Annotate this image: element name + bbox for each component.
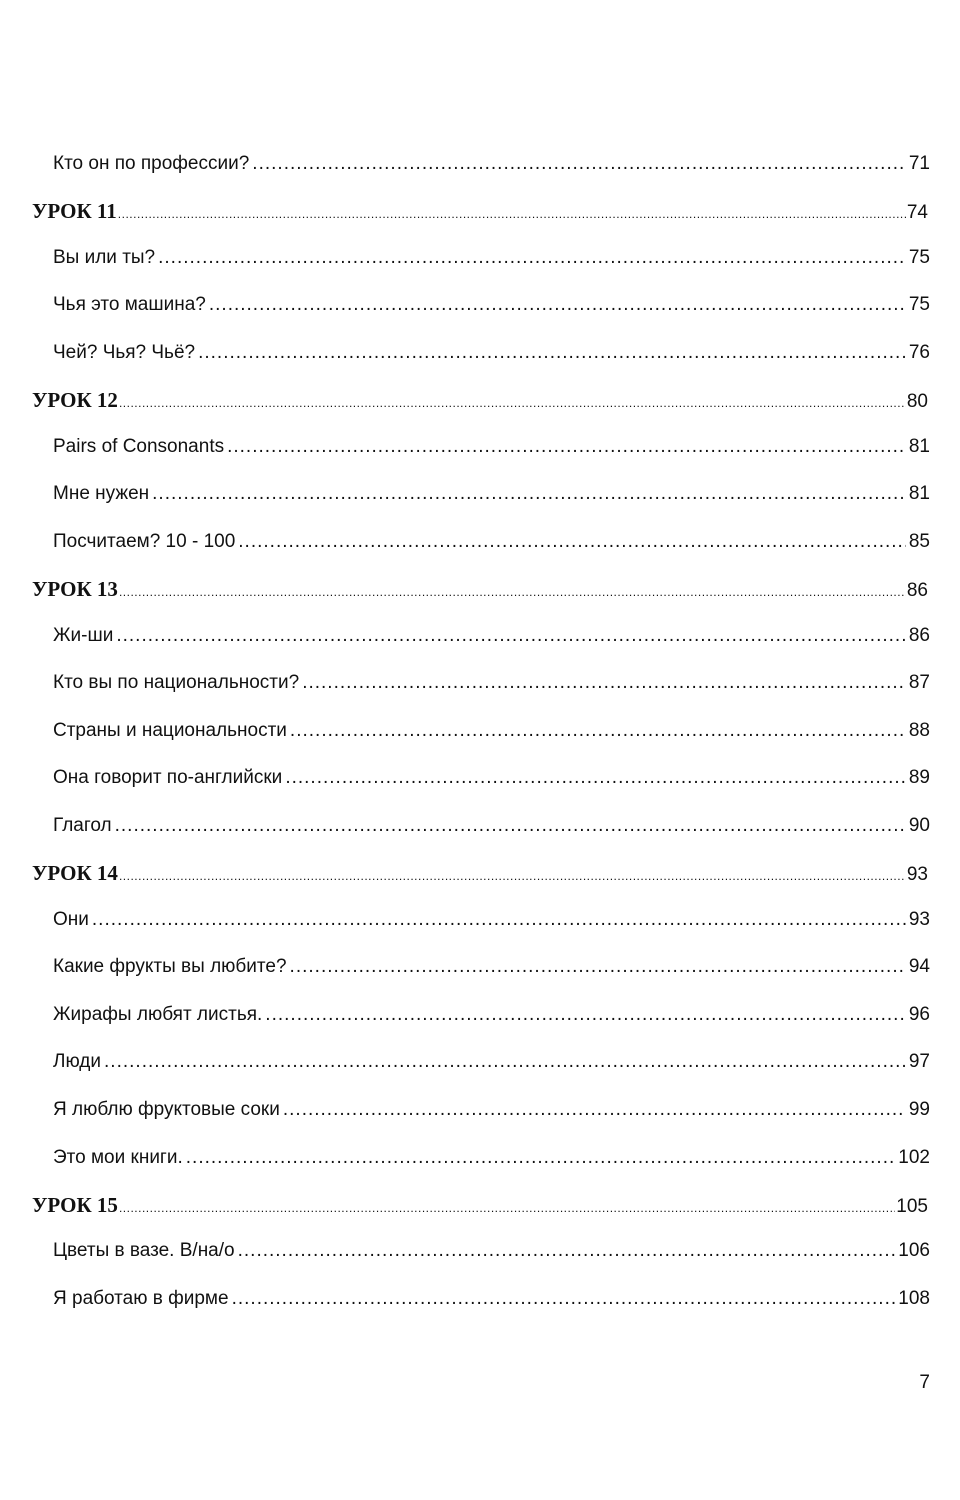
toc-entry-title: Чей? Чья? Чьё? [53,342,196,363]
dot-leader [119,388,906,413]
dot-leader [119,1193,895,1218]
toc-lesson-heading[interactable] [32,199,928,224]
toc-entry[interactable] [53,767,930,789]
toc-entry-page: 80 [906,391,928,412]
toc-entry-page: 96 [908,1004,930,1025]
toc-entry[interactable] [53,1288,930,1310]
toc-entry-title: Посчитаем? 10 - 100 [53,531,236,552]
toc-entry-page: 106 [898,1240,930,1261]
toc-entry-title: Чья это машина? [53,294,206,315]
toc-lesson-heading[interactable] [32,1193,928,1218]
toc-entry-title: УРОК 12 [32,388,118,412]
toc-entry-title: Какие фрукты вы любите? [53,956,287,977]
dot-leader [252,153,906,175]
toc-entry-title: Pairs of Consonants [53,436,225,457]
dot-leader [302,672,906,694]
toc-entry[interactable] [53,815,930,837]
dot-leader [290,720,906,742]
dot-leader [104,1051,906,1073]
toc-entry[interactable] [53,1240,930,1262]
toc-entry-title: Люди [53,1051,102,1072]
dot-leader [198,342,906,364]
toc-entry[interactable] [53,909,930,931]
toc-entry-page: 85 [908,531,930,552]
toc-entry-title: Страны и национальности [53,720,287,741]
toc-entry-page: 74 [906,202,928,223]
toc-entry-title: Это мои книги. [53,1147,183,1168]
toc-entry-page: 81 [908,483,930,504]
dot-leader [238,531,906,553]
dot-leader [283,1099,906,1121]
toc-lesson-heading[interactable] [32,861,928,886]
toc-entry[interactable] [53,247,930,269]
dot-leader [238,1240,896,1262]
toc-entry-page: 76 [908,342,930,363]
toc-entry-title: УРОК 15 [32,1193,118,1217]
dot-leader [158,247,906,269]
toc-entry[interactable] [53,1051,930,1073]
dot-leader [232,1288,896,1310]
dot-leader [118,199,906,224]
toc-entry-title: Жирафы любят листья. [53,1004,263,1025]
toc-entry-page: 105 [896,1196,928,1217]
toc-entry-title: Я люблю фруктовые соки [53,1099,280,1120]
toc-entry-page: 87 [908,672,930,693]
toc-entry-page: 88 [908,720,930,741]
toc-entry[interactable] [53,1147,930,1169]
dot-leader [285,767,906,789]
dot-leader [116,625,906,647]
toc-entry-title: УРОК 11 [32,199,117,223]
toc-entry-title: Вы или ты? [53,247,156,268]
toc-entry-page: 102 [898,1147,930,1168]
toc-entry-title: Кто он по профессии? [53,153,250,174]
dot-leader [152,483,906,505]
toc-entry[interactable] [53,531,930,553]
toc-entry-page: 75 [908,247,930,268]
toc-entry-page: 108 [898,1288,930,1309]
toc-entry[interactable] [53,153,930,175]
toc-entry-title: Кто вы по национальности? [53,672,300,693]
toc-entry-title: Мне нужен [53,483,150,504]
toc-entry-page: 71 [908,153,930,174]
dot-leader [186,1147,896,1169]
toc-entry-title: УРОК 13 [32,577,118,601]
toc-lesson-heading[interactable] [32,577,928,602]
toc-entry-page: 86 [908,625,930,646]
toc-entry-page: 86 [906,580,928,601]
toc-entry-page: 93 [908,909,930,930]
toc-entry[interactable] [53,1004,930,1026]
toc-entry-page: 90 [908,815,930,836]
toc-entry-title: Я работаю в фирме [53,1288,229,1309]
dot-leader [265,1004,906,1026]
toc-lesson-heading[interactable] [32,388,928,413]
toc-entry[interactable] [53,956,930,978]
toc-entry[interactable] [53,342,930,364]
toc-entry[interactable] [53,720,930,742]
toc-entry-page: 99 [908,1099,930,1120]
toc-entry-title: Они [53,909,89,930]
toc-entry[interactable] [53,672,930,694]
toc-entry-title: Жи-ши [53,625,114,646]
toc-entry-page: 93 [906,864,928,885]
dot-leader [115,815,906,837]
toc-entry-title: Глагол [53,815,112,836]
toc-entry-page: 81 [908,436,930,457]
dot-leader [227,436,906,458]
toc-entry[interactable] [53,483,930,505]
toc-entry[interactable] [53,436,930,458]
dot-leader [92,909,906,931]
page-number: 7 [919,1372,930,1393]
toc-entry-title: Она говорит по-английски [53,767,283,788]
dot-leader [290,956,906,978]
toc-entry[interactable] [53,294,930,316]
toc-entry-title: Цветы в вазе. В/на/о [53,1240,235,1261]
dot-leader [209,294,906,316]
dot-leader [119,861,906,886]
toc-entry-page: 75 [908,294,930,315]
toc-entry[interactable] [53,1099,930,1121]
toc-entry-title: УРОК 14 [32,861,118,885]
toc-entry-page: 97 [908,1051,930,1072]
toc-entry-page: 89 [908,767,930,788]
toc-entry-page: 94 [908,956,930,977]
toc-entry[interactable] [53,625,930,647]
dot-leader [119,577,906,602]
